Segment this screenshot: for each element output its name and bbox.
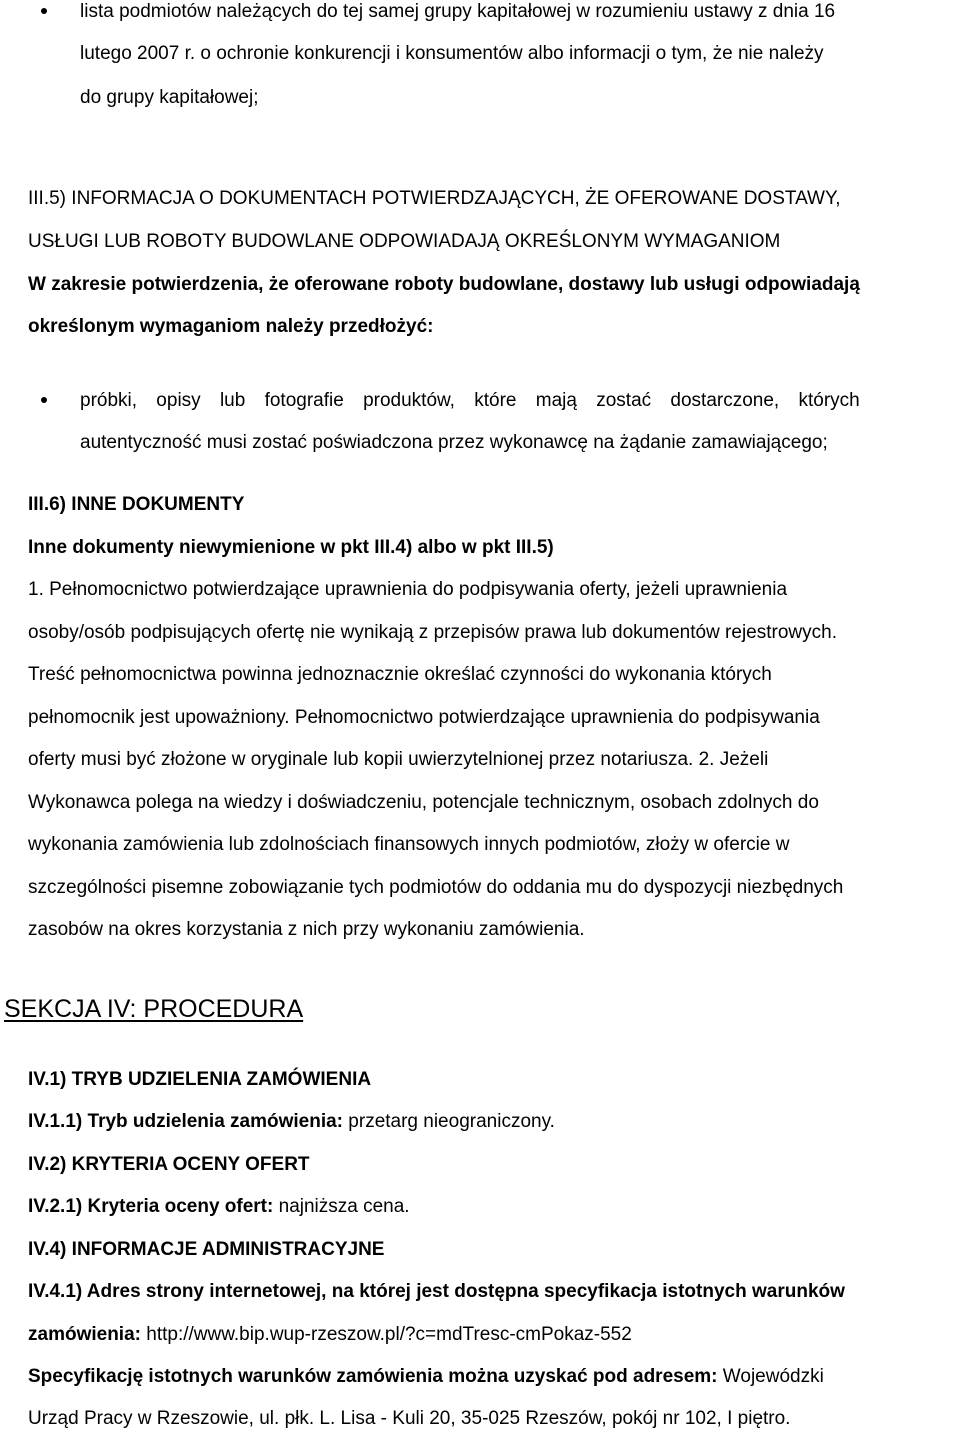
section-heading-III6: III.6) INNE DOKUMENTY	[28, 494, 245, 515]
item-label: IV.2.1) Kryteria oceny ofert:	[28, 1196, 274, 1217]
bullet-dot	[41, 8, 47, 14]
section-heading-III5-cont: USŁUGI LUB ROBOTY BUDOWLANE ODPOWIADAJĄ OKREŚLONYM WYMAGANIOM	[28, 231, 781, 252]
section-intro: W zakresie potwierdzenia, że oferowane roboty budowlane, dostawy lub usługi odpowiadają	[28, 274, 860, 295]
body-line: szczególności pisemne zobowiązanie tych podmiotów do oddania mu do dyspozycji niezbędnych	[28, 877, 844, 898]
body-line: Wykonawca polega na wiedzy i doświadczeniu, potencjale technicznym, osobach zdolnych do	[28, 792, 819, 813]
item-IV41-cont	[28, 1323, 632, 1347]
body-line: pełnomocnik jest upoważniony. Pełnomocnictwo potwierdzające uprawnienia do podpisywania	[28, 707, 820, 728]
item-value: Wojewódzki	[717, 1366, 824, 1387]
siwz-url-link[interactable]: http://www.bip.wup-rzeszow.pl/?c=mdTresc-cmPokaz-552	[140, 1324, 632, 1345]
item-value: przetarg nieograniczony.	[343, 1111, 555, 1132]
item-IV11	[28, 1110, 555, 1134]
item-IV21	[28, 1195, 410, 1219]
bullet-text-line: lista podmiotów należących do tej samej grupy kapitałowej w rozumieniu ustawy z dnia 16	[80, 1, 836, 22]
bullet-text-line: autentyczność musi zostać poświadczona przez wykonawcę na żądanie zamawiającego;	[80, 432, 828, 453]
body-line: Treść pełnomocnictwa powinna jednoznacznie określać czynności do wykonania których	[28, 664, 772, 685]
section-intro-cont: określonym wymaganiom należy przedłożyć:	[28, 316, 434, 337]
item-label: Specyfikację istotnych warunków zamówienia można uzyskać pod adresem:	[28, 1366, 718, 1387]
siwz-address-cont: Urząd Pracy w Rzeszowie, ul. płk. L. Lisa - Kuli 20, 35-025 Rzeszów, pokój nr 102, I piętro.	[28, 1408, 791, 1429]
bullet-text-line: do grupy kapitałowej;	[80, 87, 259, 108]
item-value: najniższa cena.	[273, 1196, 410, 1217]
body-line: osoby/osób podpisujących ofertę nie wynikają z przepisów prawa lub dokumentów rejestrowych.	[28, 622, 837, 643]
body-line: wykonania zamówienia lub zdolnościach finansowych innych podmiotów, złoży w ofercie w	[28, 834, 790, 855]
siwz-address	[28, 1365, 824, 1389]
heading-IV1: IV.1) TRYB UDZIELENIA ZAMÓWIENIA	[28, 1069, 372, 1090]
bullet-text-line: lutego 2007 r. o ochronie konkurencji i konsumentów albo informacji o tym, że nie należy	[80, 43, 824, 64]
section-heading-III5: III.5) INFORMACJA O DOKUMENTACH POTWIERDZAJĄCYCH, ŻE OFEROWANE DOSTAWY,	[28, 188, 841, 209]
body-line: oferty musi być złożone w oryginale lub kopii uwierzytelnionej przez notariusza. 2. Jeżeli	[28, 749, 769, 770]
item-IV41: IV.4.1) Adres strony internetowej, na której jest dostępna specyfikacja istotnych warunków	[28, 1281, 845, 1302]
section-subheading: Inne dokumenty niewymienione w pkt III.4) albo w pkt III.5)	[28, 537, 554, 558]
heading-IV2: IV.2) KRYTERIA OCENY OFERT	[28, 1154, 310, 1175]
item-label: zamówienia:	[28, 1324, 141, 1345]
body-line: 1. Pełnomocnictwo potwierdzające uprawnienia do podpisywania oferty, jeżeli uprawnienia	[28, 579, 788, 600]
heading-IV4: IV.4) INFORMACJE ADMINISTRACYJNE	[28, 1239, 385, 1260]
section-title: SEKCJA IV: PROCEDURA	[4, 995, 304, 1023]
bullet-text-line: próbki, opisy lub fotografie produktów, które mają zostać dostarczone, których	[80, 390, 860, 411]
item-label: IV.1.1) Tryb udzielenia zamówienia:	[28, 1111, 344, 1132]
bullet-dot	[41, 397, 47, 403]
body-line: zasobów na okres korzystania z nich przy wykonaniu zamówienia.	[28, 919, 585, 940]
